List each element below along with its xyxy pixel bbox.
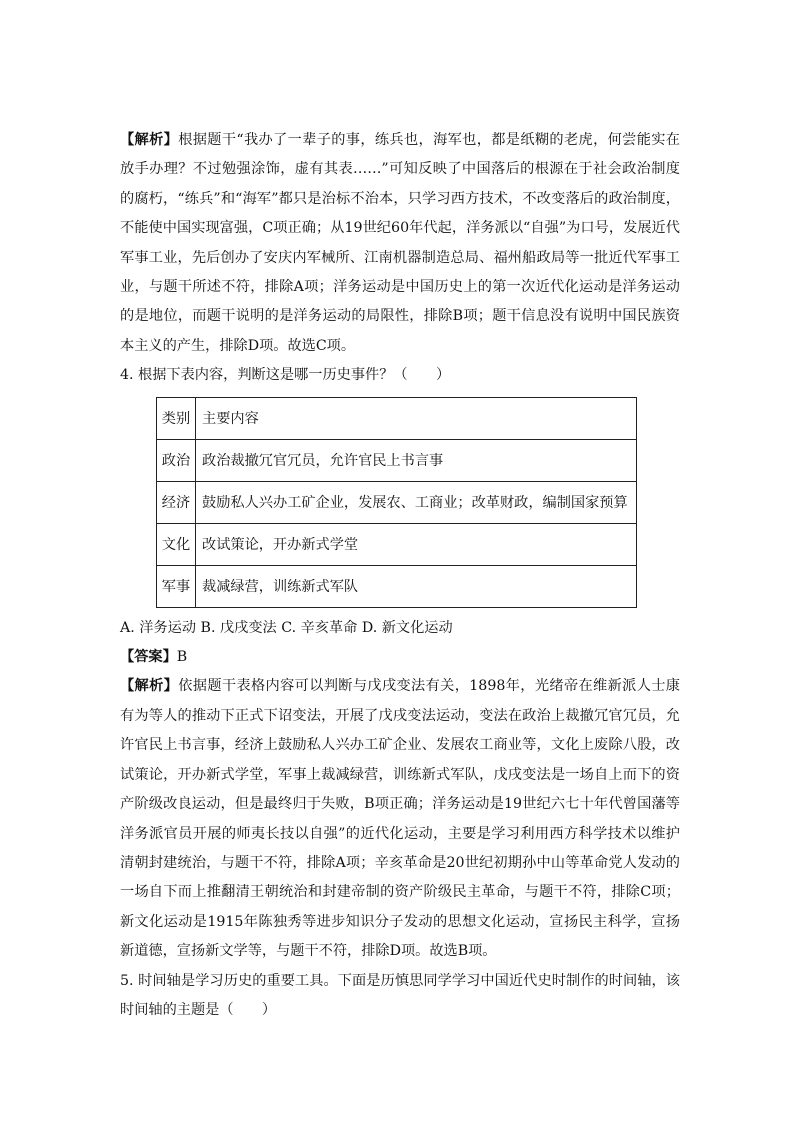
- document-page: [120, 126, 680, 1025]
- table-cell-content: 裁减绿营，训练新式军队: [196, 565, 637, 607]
- question-4-answer: [120, 643, 680, 672]
- table-cell-content: 政治裁撤冗官冗员，允许官民上书言事: [196, 439, 637, 481]
- table-row: [157, 565, 637, 607]
- answer-value: B: [176, 649, 188, 666]
- table-cell-cat: 军事: [157, 565, 196, 607]
- analysis-q3: [120, 126, 680, 361]
- table-cell-cat: 经济: [157, 481, 196, 523]
- analysis-label: 【解析】: [120, 132, 179, 148]
- question-4-analysis: [120, 672, 680, 966]
- analysis-text: 根据题干“我办了一辈子的事，练兵也，海军也，都是纸糊的老虎，何尝能实在放手办理？不过勉强涂饰，虚有其表……”可知反映了中国落后的根源在于社会政治制度的腐朽，“练兵”和“海军”都只是治标不治本，只学习西方技术，不改变落后的政治制度，不能使中国实现富强，C项正确；从19世纪60年代起，洋务派以“自强”为口号，发展近代军事工业，先后创办了安庆内军械所、江南机器制造总局、福州船政局等一批近代军事工业，与题干所述不符，排除A项；洋务运动是中国历史上的第一次近代化运动是洋务运动的是地位，而题干说明的是洋务运动的局限性，排除B项；题干信息没有说明中国民族资本主义的产生，排除D项。故选C项。: [120, 132, 680, 354]
- table-row: [157, 481, 637, 523]
- table-header-content: 主要内容: [196, 397, 637, 439]
- table-header-cat: 类别: [157, 397, 196, 439]
- table-row: [157, 439, 637, 481]
- table-cell-content: 改试策论，开办新式学堂: [196, 523, 637, 565]
- question-5-stem: 5. 时间轴是学习历史的重要工具。下面是历慎思同学学习中国近代史时制作的时间轴，该时间轴的主题是（ ）: [120, 972, 680, 1018]
- analysis-text: 依据题干表格内容可以判断与戊戌变法有关，1898年，光绪帝在维新派人士康有为等人的推动下正式下诏变法，开展了戊戌变法运动，变法在政治上裁撤冗官冗员，允许官民上书言事，经济上鼓励私人兴办工矿企业、发展农工商业等，文化上废除八股，改试策论，开办新式学堂，军事上裁减绿营，训练新式军队，戊戌变法是一场自上而下的资产阶级改良运动，但是最终归于失败，B项正确；洋务运动是19世纪六七十年代曾国藩等洋务派官员开展的师夷长技以自强”的近代化运动，主要是学习利用西方科学技术以维护清朝封建统治，与题干不符，排除A项；辛亥革命是20世纪初期孙中山等革命党人发动的一场自下而上推翻清王朝统治和封建帝制的资产阶级民主革命，与题干不符，排除C项；新文化运动是1915年陈独秀等进步知识分子发动的思想文化运动，宣扬民主科学，宣扬新道德，宣扬新文学等，与题干不符，排除D项。故选B项。: [120, 678, 680, 960]
- analysis-label: 【解析】: [120, 678, 179, 695]
- table-cell-cat: 文化: [157, 523, 196, 565]
- question-4-options: A. 洋务运动 B. 戊戌变法 C. 辛亥革命 D. 新文化运动: [120, 619, 453, 636]
- answer-label: 【答案】: [120, 649, 177, 666]
- question-4-stem: 4. 根据下表内容，判断这是哪一历史事件？（ ）: [120, 367, 451, 384]
- table-header-row: [157, 397, 637, 439]
- table-cell-cat: 政治: [157, 439, 196, 481]
- reform-content-table: [156, 397, 637, 608]
- table-cell-content: 鼓励私人兴办工矿企业，发展农、工商业；改革财政，编制国家预算: [196, 481, 637, 523]
- table-row: [157, 523, 637, 565]
